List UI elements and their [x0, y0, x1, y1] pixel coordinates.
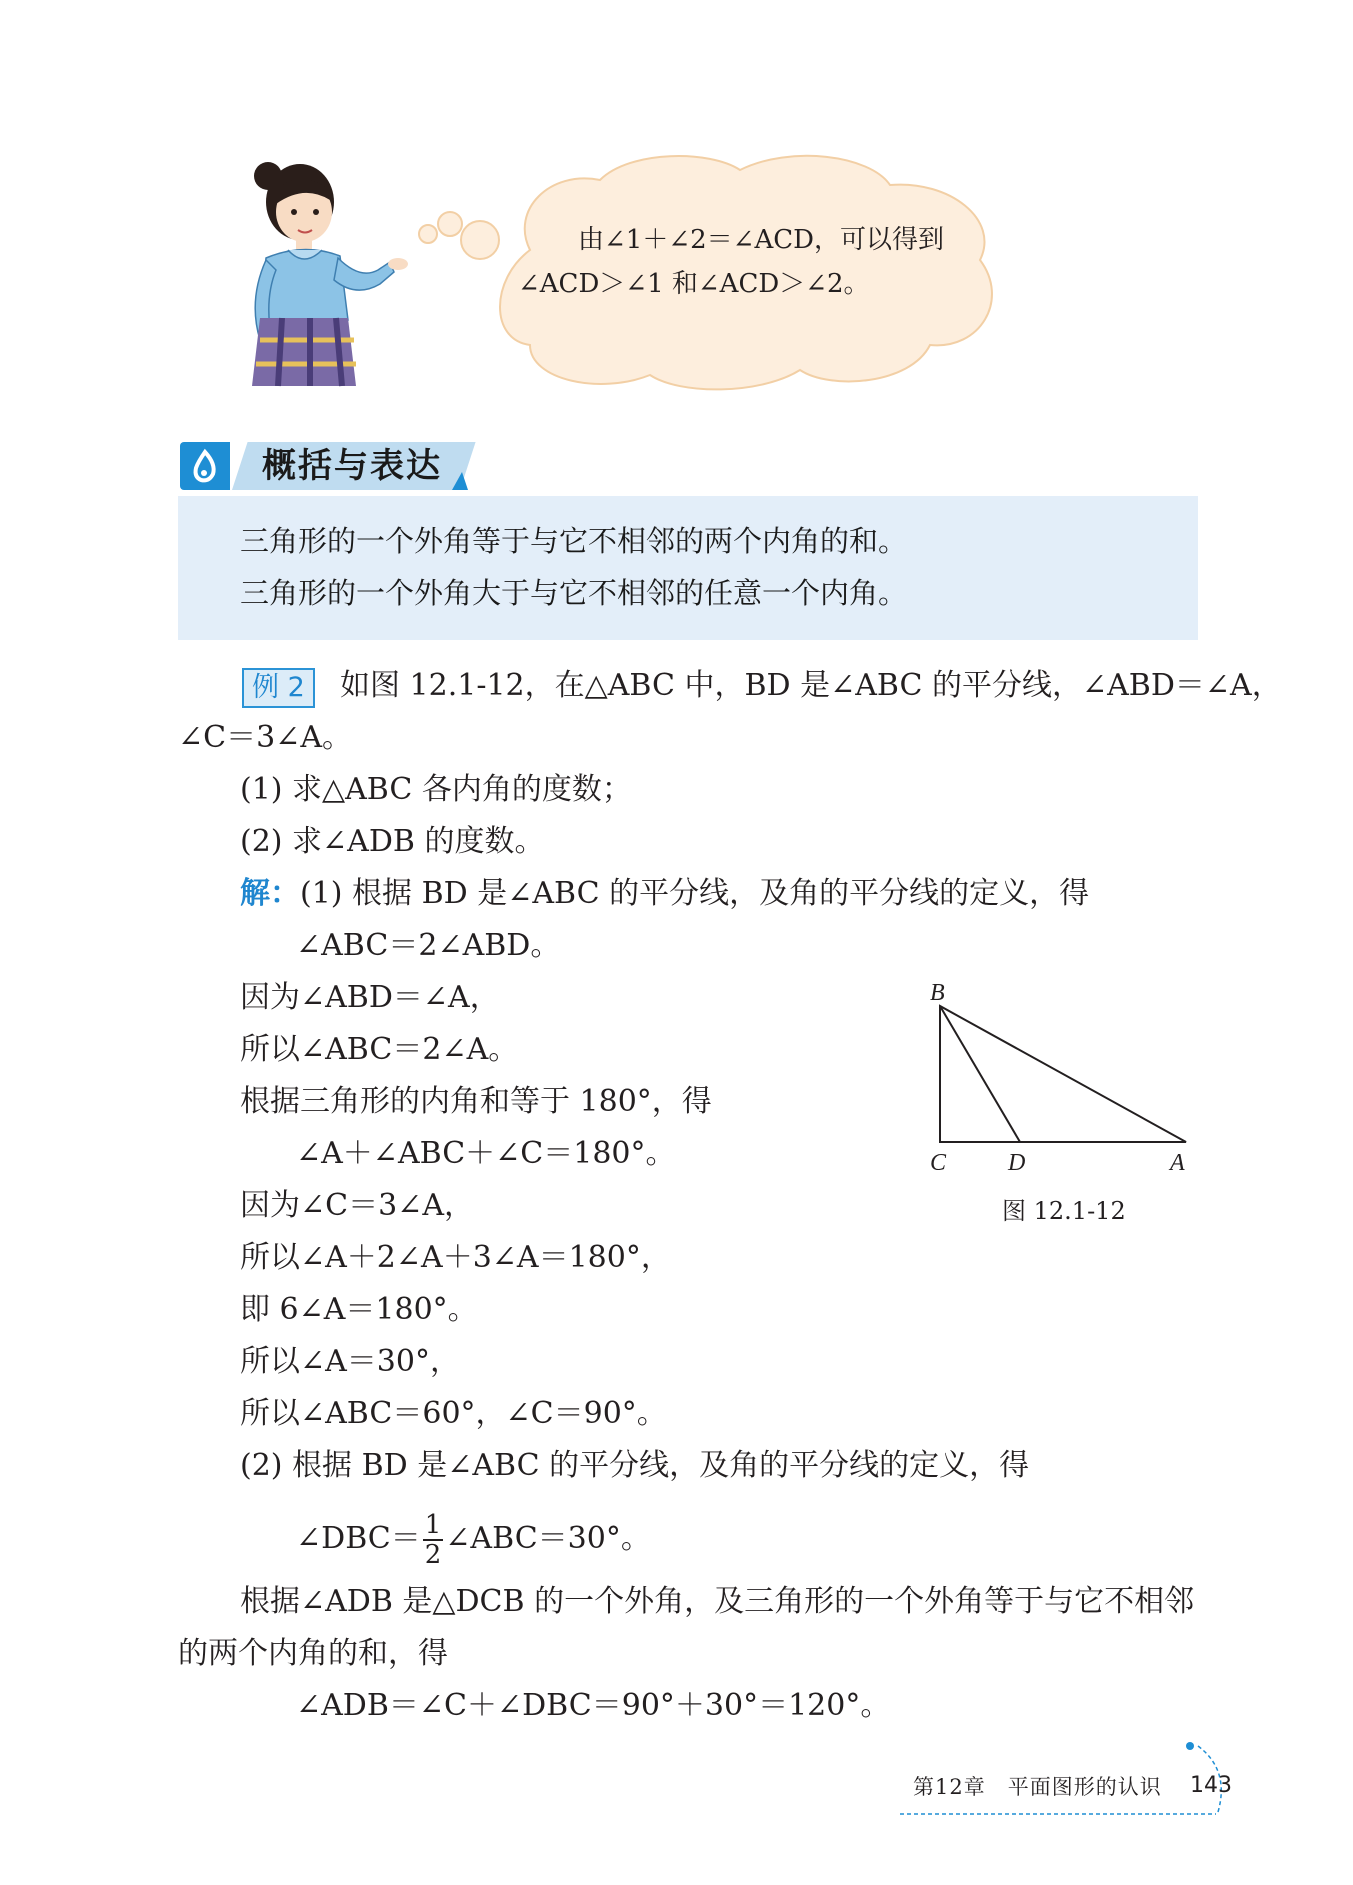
- equation-lhs: ∠DBC＝: [296, 1521, 421, 1556]
- vertex-label-a: A: [1170, 1150, 1185, 1176]
- girl-illustration: [230, 150, 410, 390]
- triangle-abc: [940, 1006, 1186, 1142]
- solution-line-10: 所以∠A＝30°，: [240, 1344, 460, 1379]
- solution-step-1: (1) 根据 BD 是∠ABC 的平分线，及角的平分线的定义，得: [300, 876, 1090, 911]
- solution-line-6: ∠A＋∠ABC＋∠C＝180°。: [296, 1136, 676, 1171]
- vertex-label-b: B: [930, 980, 945, 1006]
- example-statement-line-1: 如图 12.1-12，在△ABC 中，BD 是∠ABC 的平分线，∠ABD＝∠A，: [340, 668, 1282, 703]
- triangle-figure: [920, 976, 1210, 1176]
- solution-line-11: 所以∠ABC＝60°，∠C＝90°。: [240, 1396, 667, 1431]
- equation-rhs: ∠ABC＝30°。: [445, 1521, 651, 1556]
- fraction-numerator: 1: [424, 1510, 442, 1540]
- solution-line-9: 即 6∠A＝180°。: [240, 1292, 478, 1327]
- fraction-denominator: 2: [424, 1540, 442, 1570]
- summary-line-1: 三角形的一个外角等于与它不相邻的两个内角的和。: [240, 524, 908, 558]
- solution-line-3: 因为∠ABD＝∠A，: [240, 980, 500, 1015]
- figure-caption: 图 12.1-12: [1002, 1197, 1126, 1225]
- question-2: (2) 求∠ADB 的度数。: [240, 824, 545, 859]
- page-number: 143: [1190, 1773, 1232, 1798]
- solution-line-16: ∠ADB＝∠C＋∠DBC＝90°＋30°＝120°。: [296, 1688, 891, 1723]
- section-icon: [180, 442, 230, 490]
- solution-label: 解：: [240, 876, 300, 911]
- bisector-bd: [940, 1006, 1020, 1142]
- section-title-tail: [448, 442, 478, 490]
- bubble-line-2: ∠ACD＞∠1 和∠ACD＞∠2。: [518, 269, 870, 299]
- solution-line-2: ∠ABC＝2∠ABD。: [296, 928, 561, 963]
- fraction-one-half: [423, 1511, 444, 1569]
- solution-line-12: (2) 根据 BD 是∠ABC 的平分线，及角的平分线的定义，得: [240, 1448, 1030, 1483]
- solution-line-1: [240, 874, 1089, 914]
- section-title: 概括与表达: [262, 446, 442, 486]
- footer-chapter: 第12章 平面图形的认识: [913, 1775, 1162, 1799]
- summary-line-2: 三角形的一个外角大于与它不相邻的任意一个内角。: [240, 576, 908, 610]
- solution-line-14: 根据∠ADB 是△DCB 的一个外角，及三角形的一个外角等于与它不相邻: [240, 1584, 1195, 1619]
- vertex-label-d: D: [1008, 1150, 1026, 1176]
- example-statement-line-2: ∠C＝3∠A。: [178, 720, 352, 755]
- question-1: (1) 求△ABC 各内角的度数；: [240, 772, 632, 807]
- bubble-line-1: 由∠1＋∠2＝∠ACD，可以得到: [578, 225, 944, 255]
- solution-line-5: 根据三角形的内角和等于 180°，得: [240, 1084, 712, 1119]
- summary-box: [178, 496, 1198, 640]
- example-label: 例 2: [242, 668, 315, 708]
- solution-line-8: 所以∠A＋2∠A＋3∠A＝180°，: [240, 1240, 671, 1275]
- solution-line-4: 所以∠ABC＝2∠A。: [240, 1032, 519, 1067]
- solution-line-15: 的两个内角的和，得: [178, 1636, 448, 1671]
- solution-line-13: [296, 1504, 651, 1574]
- solution-line-7: 因为∠C＝3∠A，: [240, 1188, 474, 1223]
- vertex-label-c: C: [930, 1150, 947, 1176]
